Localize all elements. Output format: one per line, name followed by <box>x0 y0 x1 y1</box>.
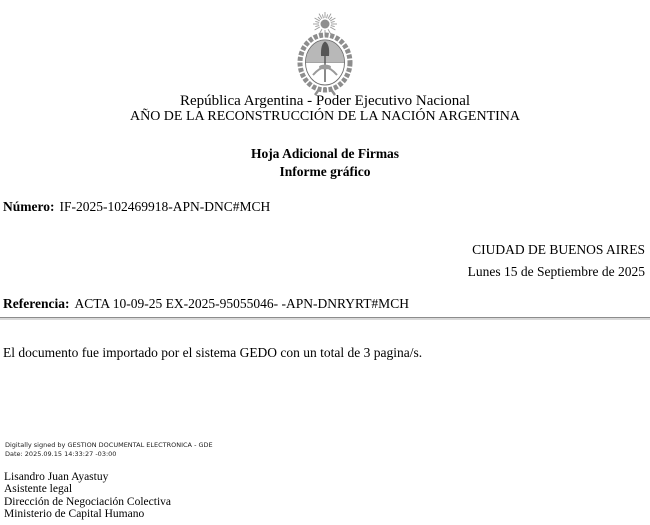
argentina-coat-of-arms-icon <box>293 10 357 98</box>
digital-signature-stamp <box>5 441 213 458</box>
reference-label: Referencia: <box>3 296 70 311</box>
signer-name: Lisandro Juan Ayastuy <box>4 471 109 483</box>
horizontal-divider <box>0 317 650 320</box>
digital-signature-line2: Date: 2025.09.15 14:33:27 -03:00 <box>5 449 117 458</box>
city-line: CIUDAD DE BUENOS AIRES <box>472 242 645 257</box>
signer-role: Asistente legal <box>4 483 73 496</box>
body-text: El documento fue importado por el sistema GEDO con un total de 3 pagina/s. <box>3 345 423 360</box>
document-subtitle: Informe gráfico <box>279 164 371 179</box>
document-title: Hoja Adicional de Firmas <box>250 146 400 161</box>
reference-value: ACTA 10-09-25 EX-2025-95055046- -APN-DNRYRT#MCH <box>74 296 409 311</box>
document-number-line <box>3 199 270 215</box>
signer-block <box>4 471 171 521</box>
place-date-block <box>468 239 645 283</box>
digital-signature-line1: Digitally signed by GESTION DOCUMENTAL ELECTRONICA - GDE <box>5 441 213 449</box>
date-line: Lunes 15 de Septiembre de 2025 <box>467 264 645 279</box>
document-number-value: IF-2025-102469918-APN-DNC#MCH <box>59 199 271 214</box>
header-line-year-motto: AÑO DE LA RECONSTRUCCIÓN DE LA NACIÓN ARGENTINA <box>129 109 521 124</box>
header-line-republic: República Argentina - Poder Ejecutivo Nacional <box>179 93 471 109</box>
document-number-label: Número: <box>3 199 55 214</box>
signer-office: Dirección de Negociación Colectiva <box>4 495 171 508</box>
signer-ministry: Ministerio de Capital Humano <box>4 508 145 521</box>
reference-line <box>3 296 409 312</box>
